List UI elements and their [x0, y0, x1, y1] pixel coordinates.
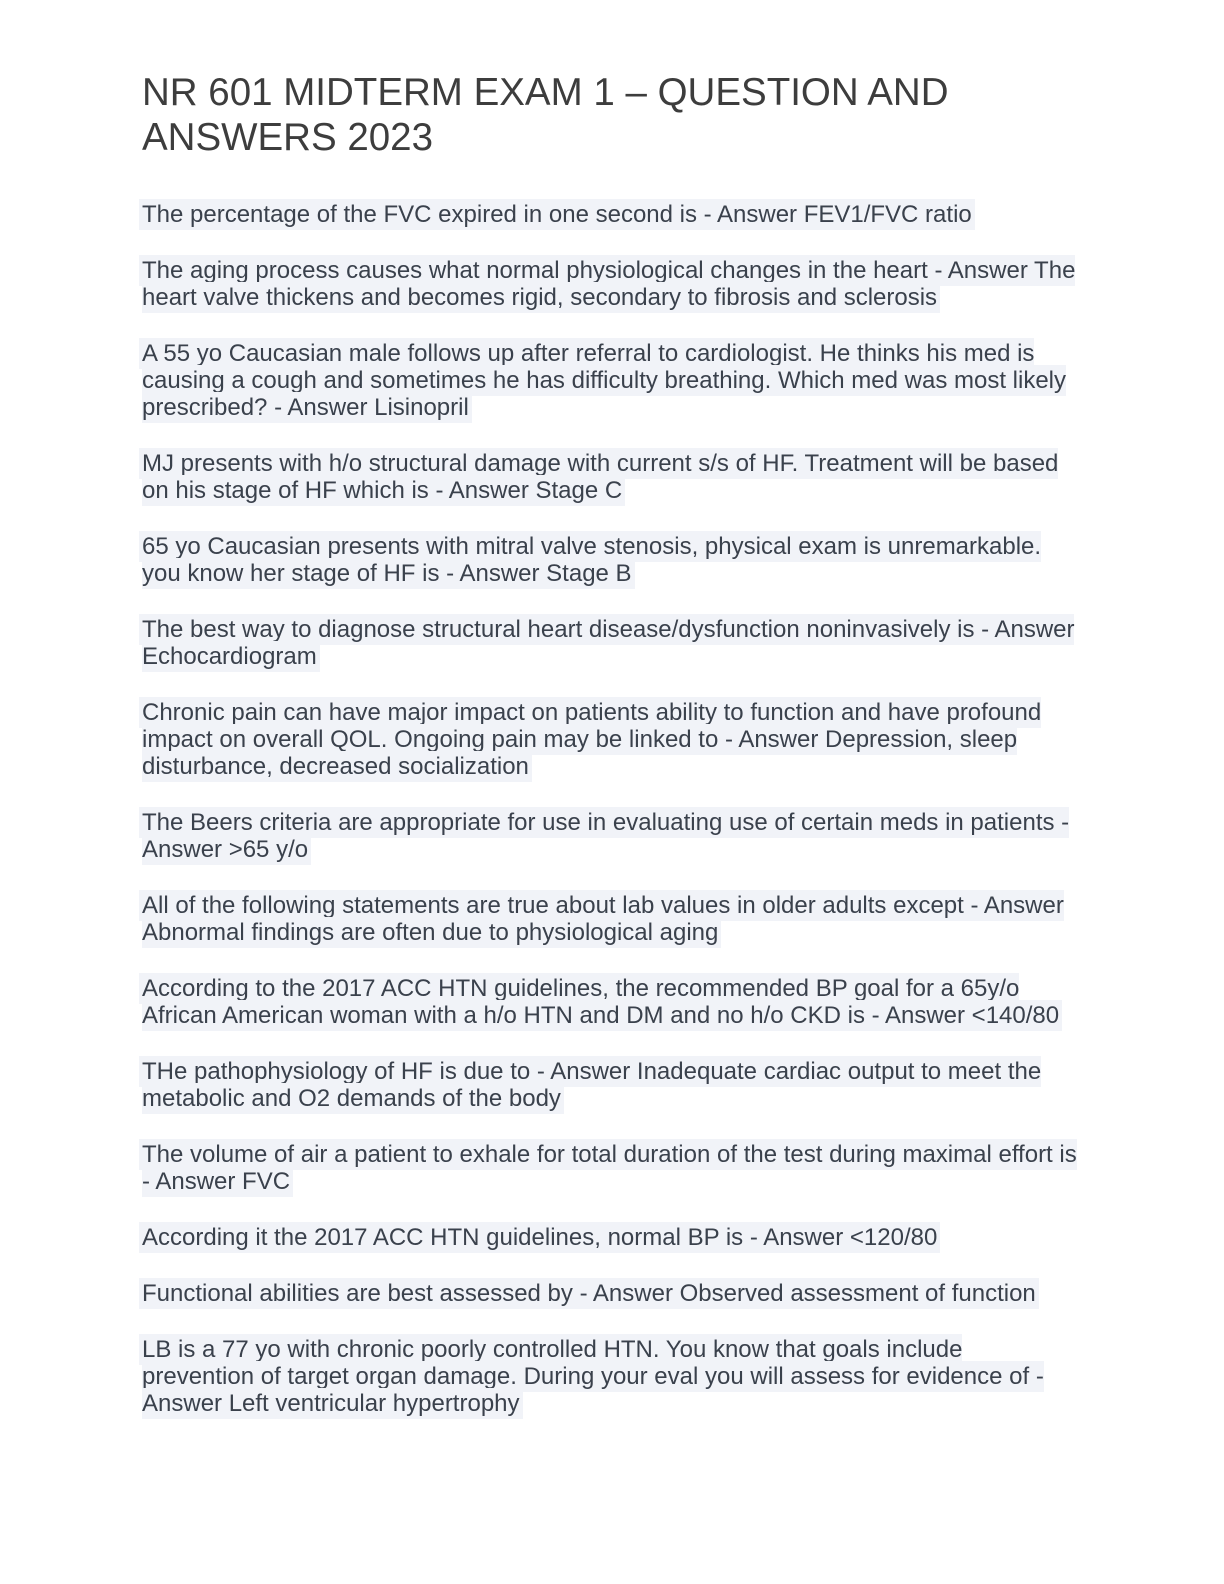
qa-text: The volume of air a patient to exhale for total duration of the test during maximal effort is - Answer FVC	[139, 1139, 1077, 1197]
qa-text: Chronic pain can have major impact on patients ability to function and have profound impact on overall QOL. Ongoing pain may be linked to - Answer Depression, sleep disturbance, decreased socialization	[139, 697, 1041, 782]
qa-item	[142, 616, 1080, 670]
qa-text: The best way to diagnose structural heart disease/dysfunction noninvasively is - Answer Echocardiogram	[139, 614, 1074, 672]
qa-item	[142, 1224, 1080, 1251]
qa-item	[142, 1141, 1080, 1195]
qa-text: LB is a 77 yo with chronic poorly controlled HTN. You know that goals include prevention of target organ damage. During your eval you will assess for evidence of - Answer Left ventricular hypertrophy	[139, 1334, 1044, 1419]
qa-item	[142, 699, 1080, 780]
qa-item	[142, 975, 1080, 1029]
qa-text: All of the following statements are true about lab values in older adults except - Answer Abnormal findings are often due to physiological aging	[139, 890, 1064, 948]
qa-item	[142, 340, 1080, 421]
qa-text: MJ presents with h/o structural damage with current s/s of HF. Treatment will be based on his stage of HF which is - Answer Stage C	[139, 448, 1058, 506]
qa-text: The percentage of the FVC expired in one second is - Answer FEV1/FVC ratio	[139, 199, 975, 230]
qa-item	[142, 450, 1080, 504]
qa-item	[142, 892, 1080, 946]
qa-item	[142, 257, 1080, 311]
page-title: NR 601 MIDTERM EXAM 1 – QUESTION AND ANSWERS 2023	[142, 71, 949, 159]
qa-text: The aging process causes what normal physiological changes in the heart - Answer The heart valve thickens and becomes rigid, secondary to fibrosis and sclerosis	[139, 255, 1075, 313]
qa-text: THe pathophysiology of HF is due to - Answer Inadequate cardiac output to meet the metabolic and O2 demands of the body	[139, 1056, 1041, 1114]
qa-item	[142, 201, 1080, 228]
qa-item	[142, 533, 1080, 587]
qa-text: According to the 2017 ACC HTN guidelines, the recommended BP goal for a 65y/o African American woman with a h/o HTN and DM and no h/o CKD is - Answer <140/80	[139, 973, 1062, 1031]
qa-text: According it the 2017 ACC HTN guidelines, normal BP is - Answer <120/80	[139, 1222, 940, 1253]
qa-item	[142, 1058, 1080, 1112]
qa-item	[142, 1336, 1080, 1417]
qa-list	[142, 201, 1080, 1417]
qa-text: A 55 yo Caucasian male follows up after referral to cardiologist. He thinks his med is causing a cough and sometimes he has difficulty breathing. Which med was most likely prescribed? - Answer Lisinopril	[139, 338, 1066, 423]
qa-item	[142, 809, 1080, 863]
qa-text: The Beers criteria are appropriate for use in evaluating use of certain meds in patients - Answer >65 y/o	[139, 807, 1069, 865]
qa-text: 65 yo Caucasian presents with mitral valve stenosis, physical exam is unremarkable. you know her stage of HF is - Answer Stage B	[139, 531, 1041, 589]
qa-item	[142, 1280, 1080, 1307]
qa-text: Functional abilities are best assessed by - Answer Observed assessment of function	[139, 1278, 1039, 1309]
